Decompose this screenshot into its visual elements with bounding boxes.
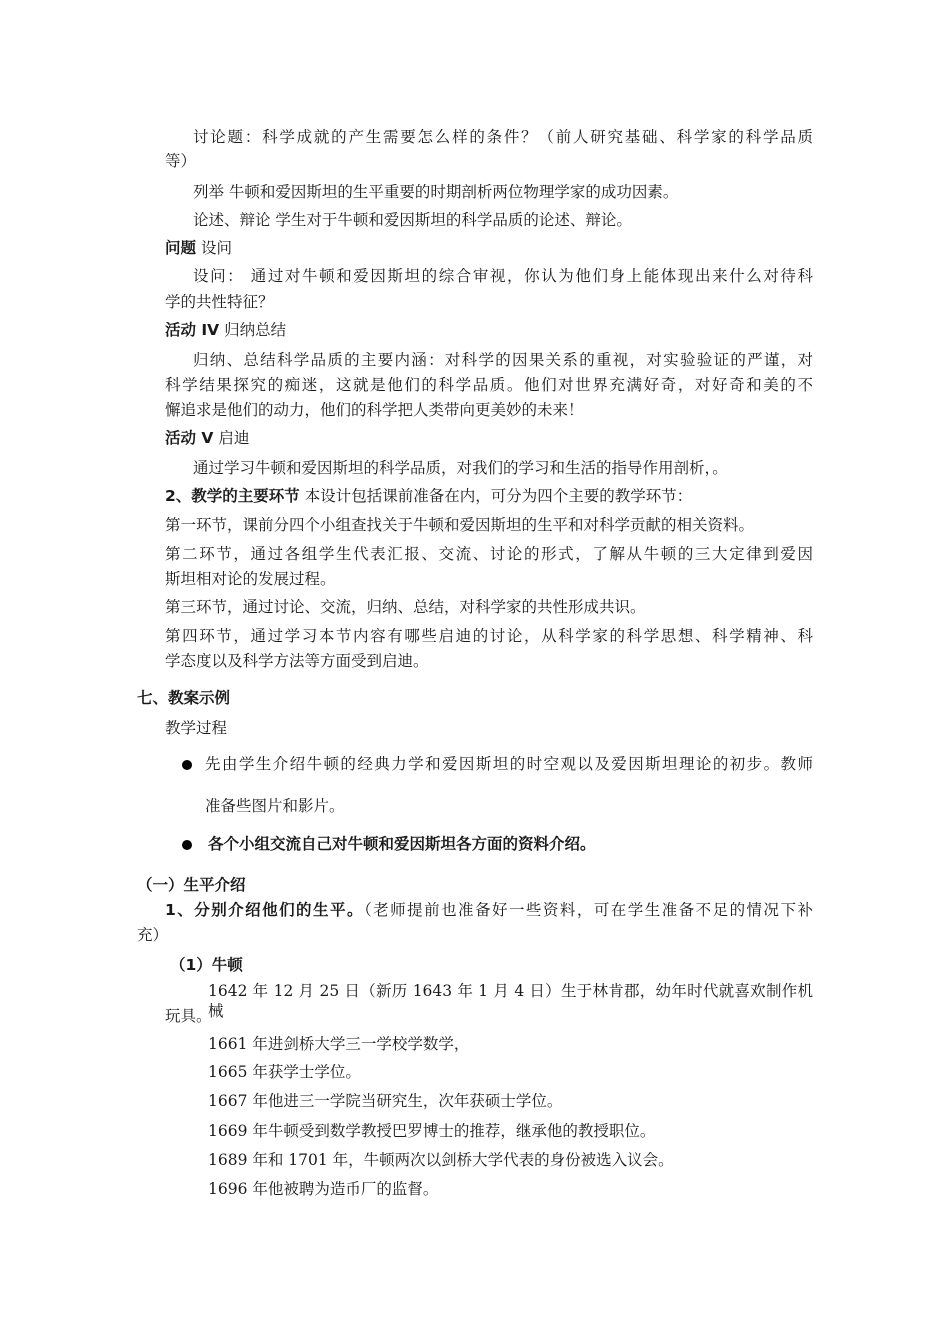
activity4-line1: 归纳、总结科学品质的主要内涵：对科学的因果关系的重视，对实验验证的严谨，对 — [193, 351, 813, 369]
question-line1: 设问： 通过对牛顿和爱因斯坦的综合审视，你认为他们身上能体现出来什么对待科 — [193, 267, 813, 285]
question-heading — [165, 238, 232, 258]
discussion-topic-line2: 等） — [165, 152, 197, 170]
newton-line1: 1642 年 12 月 25 日（新历 1643 年 1 月 4 日）生于林肯郡，幼年时代就喜欢制作机械 — [208, 982, 813, 1020]
newton-heading: （1）牛顿 — [170, 956, 243, 974]
section2-step2-line2: 斯坦相对论的发展过程。 — [165, 570, 336, 588]
section2-text: 本设计包括课前准备在内，可分为四个主要的教学环节： — [299, 487, 693, 505]
bullet-dot-icon — [182, 760, 192, 770]
section2-step4-line1: 第四环节，通过学习本节内容有哪些启迪的讨论，从科学家的科学思想、科学精神、科 — [165, 627, 813, 645]
section2-step2-line1: 第二环节，通过各组学生代表汇报、交流、讨论的形式，了解从牛顿的三大定律到爱因 — [165, 545, 813, 563]
section2-step1: 第一环节，课前分四个小组查找关于牛顿和爱因斯坦的生平和对科学贡献的相关资料。 — [165, 516, 755, 534]
section7-heading: 七、教案示例 — [137, 689, 231, 707]
bullet2: 各个小组交流自己对牛顿和爱因斯坦各方面的资料介绍。 — [208, 835, 596, 853]
section2-step3: 第三环节，通过讨论、交流，归纳、总结，对科学家的共性形成共识。 — [165, 598, 646, 616]
section2-step4-line2: 学态度以及科学方法等方面受到启迪。 — [165, 652, 429, 670]
activity4-label: 活动 IV — [165, 321, 220, 339]
biography-sub-line2: 充） — [137, 926, 169, 944]
activity5-line1: 通过学习牛顿和爱因斯坦的科学品质，对我们的学习和生活的指导作用剖析，。 — [193, 459, 728, 477]
section2-heading — [165, 486, 692, 506]
newton-event: 1696 年他被聘为造币厂的监督。 — [208, 1180, 439, 1198]
activity4-line2: 科学结果探究的痴迷，这就是他们的科学品质。他们对世界充满好奇，对好奇和美的不 — [165, 376, 813, 394]
biography-sub-label: 1、分别介绍他们的生平。 — [165, 901, 364, 919]
newton-event: 1689 年和 1701 年，牛顿两次以剑桥大学代表的身份被选入议会。 — [208, 1151, 674, 1169]
activity5-label: 活动 V — [165, 429, 214, 447]
biography-sub-text: （老师提前也准备好一些资料，可在学生准备不足的情况下补 — [363, 901, 813, 919]
activity4-text: 归纳总结 — [219, 321, 287, 339]
newton-event: 1661 年进剑桥大学三一学校学数学， — [208, 1035, 470, 1053]
bullet1-line2: 准备些图片和影片。 — [205, 797, 345, 815]
discussion-topic-line1: 讨论题：科学成就的产生需要怎么样的条件？（前人研究基础、科学家的科学品质 — [193, 128, 813, 146]
biography-heading: （一）生平介绍 — [137, 876, 246, 894]
discussion-list-line: 列举 牛顿和爱因斯坦的生平重要的时期剖析两位物理学家的成功因素。 — [193, 183, 679, 201]
biography-sub-heading — [165, 900, 813, 920]
question-label: 问题 — [165, 239, 197, 257]
section2-label: 2、教学的主要环节 — [165, 487, 300, 505]
discussion-debate-line: 论述、辩论 学生对于牛顿和爱因斯坦的科学品质的论述、辩论。 — [193, 211, 632, 229]
bullet1-line1: 先由学生介绍牛顿的经典力学和爱因斯坦的时空观以及爱因斯坦理论的初步。教师 — [205, 755, 813, 773]
question-text: 设问 — [196, 239, 232, 257]
activity4-line3: 懈追求是他们的动力，他们的科学把人类带向更美妙的未来！ — [165, 401, 584, 419]
activity5-heading — [165, 428, 249, 448]
newton-event: 1669 年牛顿受到数学教授巴罗博士的推荐，继承他的教授职位。 — [208, 1122, 656, 1140]
newton-event: 1667 年他进三一学院当研究生，次年获硕士学位。 — [208, 1092, 563, 1110]
activity4-heading — [165, 320, 286, 340]
newton-line1b: 玩具。 — [165, 1007, 212, 1025]
activity5-text: 启迪 — [213, 429, 250, 447]
teaching-process: 教学过程 — [165, 719, 228, 737]
bullet-dot-icon — [182, 840, 192, 850]
newton-event: 1665 年获学士学位。 — [208, 1063, 361, 1081]
question-line2: 学的共性特征？ — [165, 293, 274, 311]
